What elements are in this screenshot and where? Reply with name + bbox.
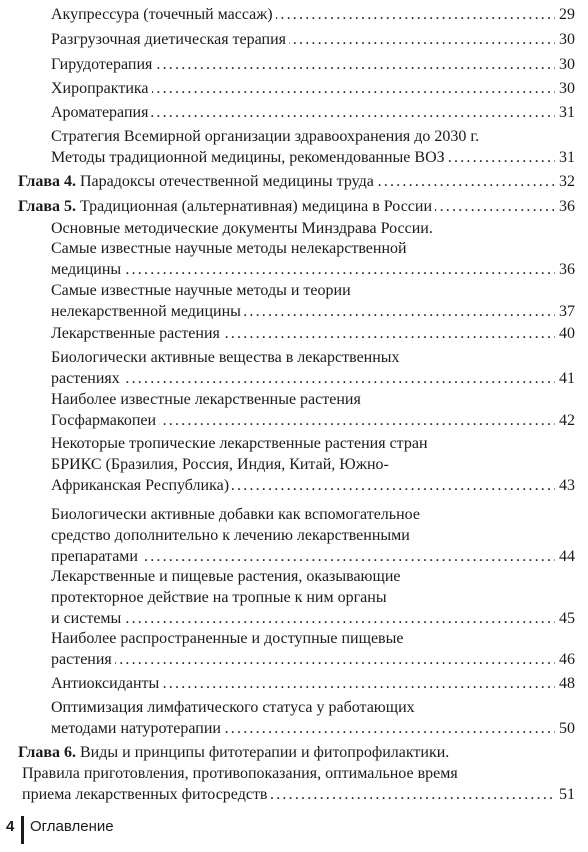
entry-title-line: Антиоксиданты: [51, 675, 160, 692]
entry-title-line: Традиционная (альтернативная) медицина в России: [80, 198, 433, 215]
section-label: Оглавление: [30, 818, 114, 835]
chapter-label: Глава 6.: [18, 744, 76, 761]
entry-title-line: Основные методические документы Минздрава России.: [51, 220, 433, 237]
chapter-label: Глава 5.: [18, 198, 76, 215]
entry-title-line: медицины: [51, 261, 122, 278]
entry-title-line: Лекарственные и пищевые растения, оказывающие: [51, 568, 401, 585]
entry-title-line: Самые известные научные методы и теории: [51, 282, 351, 299]
footer-divider: [21, 816, 24, 844]
page-number: 4: [6, 818, 15, 835]
entry-title-line: Оптимизация лимфатического статуса у работающих: [51, 699, 415, 716]
entry-title-line: Разгрузочная диетическая терапия: [51, 31, 287, 48]
entry-title-line: БРИКС (Бразилия, Россия, Индия, Китай, Южно-: [51, 456, 389, 473]
page-ref: 31: [555, 102, 575, 123]
page-ref: 43: [555, 475, 575, 496]
dot-leader: [51, 649, 575, 670]
entry-title-line: приема лекарственных фитосредств: [22, 786, 268, 803]
entry-title-line: растения: [51, 651, 112, 668]
entry-title-line: Хиропрактика: [51, 80, 149, 97]
page-ref: 30: [555, 54, 575, 75]
page-ref: 36: [555, 196, 575, 217]
page-ref: 37: [555, 301, 575, 322]
page-ref: 44: [555, 546, 575, 567]
entry-title-line: растениях: [51, 370, 120, 387]
page-ref: 42: [555, 410, 575, 431]
entry-title-line: Некоторые тропические лекарственные растения стран: [51, 435, 428, 452]
page-ref: 32: [555, 171, 575, 192]
dot-leader: [51, 608, 575, 629]
page-ref: 29: [555, 4, 575, 25]
entry-title-line: Парадоксы отечественной медицины труда: [80, 173, 374, 190]
entry-title-line: Гирудотерапия: [51, 56, 153, 73]
entry-title-line: и системы: [51, 610, 122, 627]
entry-title-line: Виды и принципы фитотерапии и фитопрофилактики.: [80, 744, 450, 761]
page-ref: 30: [555, 29, 575, 50]
entry-title-line: Методы традиционной медицины, рекомендованные ВОЗ: [51, 149, 445, 166]
dot-leader: [51, 259, 575, 280]
entry-title-line: нелекарственной медицины: [51, 303, 241, 320]
page-ref: 51: [555, 784, 575, 805]
page-ref: 36: [555, 259, 575, 280]
entry-title-line: Самые известные научные методы нелекарственной: [51, 240, 407, 257]
entry-title-line: средство дополнительно к лечению лекарственными: [51, 527, 410, 544]
entry-title-line: протекторное действие на тропные к ним органы: [51, 589, 387, 606]
page-ref: 45: [555, 608, 575, 629]
page-ref: 40: [555, 323, 575, 344]
entry-title-line: Лекарственные растения: [51, 325, 220, 342]
entry-title-line: методами натуротерапии: [51, 720, 221, 737]
chapter-label: Глава 4.: [18, 173, 76, 190]
entry-title-line: Наиболее распространенные и доступные пищевые: [51, 630, 404, 647]
entry-title-line: Стратегия Всемирной организации здравоохранения до 2030 г.: [51, 128, 480, 145]
entry-title-line: Госфармакопеи: [51, 412, 157, 429]
entry-title-line: Ароматерапия: [51, 104, 149, 121]
entry-title-line: Африканская Республика): [51, 477, 230, 494]
page-ref: 50: [555, 718, 575, 739]
page-ref: 31: [555, 147, 575, 168]
entry-title-line: Правила приготовления, противопоказания, оптимальное время: [22, 765, 458, 782]
entry-title-line: препаратами: [51, 548, 138, 565]
page-ref: 41: [555, 368, 575, 389]
page-ref: 48: [555, 673, 575, 694]
entry-title-line: Биологически активные вещества в лекарственных: [51, 349, 400, 366]
entry-title-line: Акупрессура (точечный массаж): [51, 6, 273, 23]
dot-leader: [51, 368, 575, 389]
page-ref: 30: [555, 78, 575, 99]
page-ref: 46: [555, 649, 575, 670]
entry-title-line: Наиболее известные лекарственные растения: [51, 391, 361, 408]
entry-title-line: Биологически активные добавки как вспомогательное: [51, 506, 420, 523]
